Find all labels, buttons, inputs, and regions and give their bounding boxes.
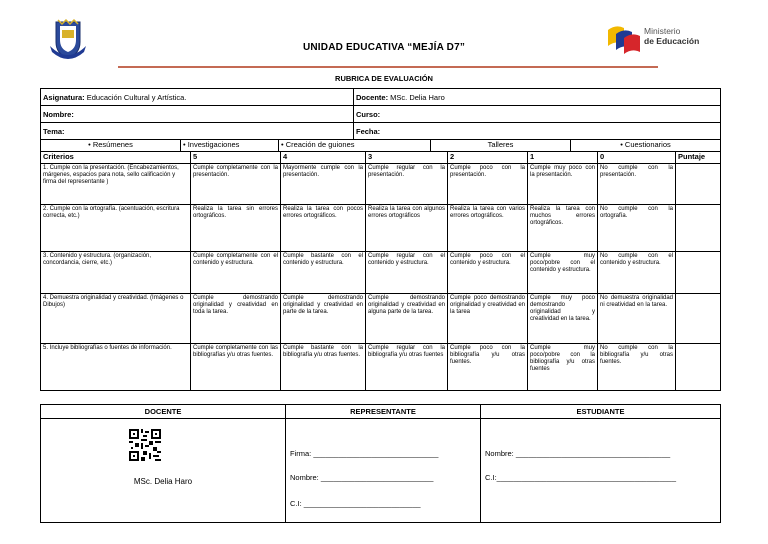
score-2-cell: Cumple poco demostrando originalidad y creatividad en la tarea xyxy=(448,293,528,343)
score-2-cell: Cumple poco con el contenido y estructura. xyxy=(448,251,528,293)
score-3-cell: Cumple regular con la presentación. xyxy=(366,163,448,204)
score-2-cell: Cumple poco con la presentación. xyxy=(448,163,528,204)
puntaje-cell[interactable] xyxy=(676,343,721,390)
criterion-cell: 2. Cumple con la ortografía. (acentuación, escritura correcta, etc.) xyxy=(41,204,191,251)
table-row xyxy=(41,343,721,390)
header-criterios: Criterios xyxy=(41,151,191,163)
header-0: 0 xyxy=(598,151,676,163)
representante-signature-cell xyxy=(286,419,481,523)
option-creacion-guiones[interactable]: • Creación de guiones xyxy=(279,139,431,151)
criterion-cell: 4. Demuestra originalidad y creatividad. (Imágenes o Dibujos) xyxy=(41,293,191,343)
docente-value: MSc. Delia Haro xyxy=(388,92,445,102)
docente-label: Docente: xyxy=(356,92,389,102)
tema-cell[interactable] xyxy=(41,123,354,140)
score-4-cell: Cumple demostrando originalidad y creatividad en parte de la tarea. xyxy=(281,293,366,343)
table-row xyxy=(41,204,721,251)
score-3-cell: Cumple regular con el contenido y estructura. xyxy=(366,251,448,293)
score-1-cell: Realiza la tarea con muchos errores ortográficos. xyxy=(528,204,598,251)
docente-cell xyxy=(354,89,721,106)
table-row xyxy=(41,293,721,343)
nombre-label: Nombre: xyxy=(43,109,74,119)
school-crest-logo xyxy=(48,18,88,62)
score-4-cell: Realiza la tarea con pocos errores ortográficos. xyxy=(281,204,366,251)
page-title: UNIDAD EDUCATIVA “MEJÍA D7” xyxy=(302,42,466,53)
curso-cell[interactable] xyxy=(354,106,721,123)
document-header xyxy=(0,0,768,72)
table-row xyxy=(41,163,721,204)
qr-code-icon xyxy=(129,429,161,461)
criterion-cell: 5. Incluye bibliografías o fuentes de información. xyxy=(41,343,191,390)
asignatura-cell xyxy=(41,89,354,106)
puntaje-cell[interactable] xyxy=(676,204,721,251)
docente-signature-cell xyxy=(41,419,286,523)
header-5: 5 xyxy=(191,151,281,163)
puntaje-cell[interactable] xyxy=(676,293,721,343)
asignatura-label: Asignatura: xyxy=(43,92,85,102)
score-0-cell: No cumple con la ortografía. xyxy=(598,204,676,251)
representante-header: REPRESENTANTE xyxy=(286,405,481,419)
criterion-cell: 3. Contenido y estructura. (organización, concordancia, cierre, etc.) xyxy=(41,251,191,293)
puntaje-cell[interactable] xyxy=(676,163,721,204)
score-3-cell: Realiza la tarea con algunos errores ortográficos xyxy=(366,204,448,251)
fecha-cell[interactable] xyxy=(354,123,721,140)
option-investigaciones[interactable]: • Investigaciones xyxy=(181,139,279,151)
table-row xyxy=(41,251,721,293)
estudiante-signature-cell xyxy=(481,419,721,523)
task-type-options xyxy=(40,139,721,152)
header-2: 2 xyxy=(448,151,528,163)
score-1-cell: Cumple muy poco demostrando originalidad y creatividad en la tarea. xyxy=(528,293,598,343)
header-3: 3 xyxy=(366,151,448,163)
score-5-cell: Cumple completamente con la presentación. xyxy=(191,163,281,204)
score-4-cell: Mayormente cumple con la presentación. xyxy=(281,163,366,204)
score-3-cell: Cumple demostrando originalidad y creatividad en alguna parte de la tarea. xyxy=(366,293,448,343)
curso-label: Curso: xyxy=(356,109,381,119)
rubric-title: RUBRICA DE EVALUACIÓN xyxy=(335,74,433,83)
nombre-cell[interactable] xyxy=(41,106,354,123)
score-4-cell: Cumple bastante con la bibliografía y/u otras fuentes. xyxy=(281,343,366,390)
rubric-table xyxy=(40,151,721,391)
header-1: 1 xyxy=(528,151,598,163)
header-puntaje: Puntaje xyxy=(676,151,721,163)
firma-field[interactable]: Firma: ______________________________ xyxy=(290,449,439,458)
puntaje-cell[interactable] xyxy=(676,251,721,293)
info-table xyxy=(40,88,721,140)
score-2-cell: Realiza la tarea con varios errores ortográficos. xyxy=(448,204,528,251)
signature-table xyxy=(40,404,721,523)
ministry-flag-icon xyxy=(606,22,642,56)
representante-ci-field[interactable]: C.I: ____________________________ xyxy=(290,499,421,508)
score-4-cell: Cumple bastante con el contenido y estructura. xyxy=(281,251,366,293)
estudiante-ci-field[interactable]: C.I:___________________________________________ xyxy=(485,473,677,482)
option-cuestionarios[interactable]: • Cuestionarios xyxy=(571,139,721,151)
ministry-logo xyxy=(606,22,716,58)
header-4: 4 xyxy=(281,151,366,163)
score-5-cell: Cumple completamente con el contenido y estructura. xyxy=(191,251,281,293)
asignatura-value: Educación Cultural y Artística. xyxy=(84,92,187,102)
estudiante-nombre-field[interactable]: Nombre: _____________________________________ xyxy=(485,449,671,458)
docente-name: MSc. Delia Haro xyxy=(133,477,193,486)
score-5-cell: Cumple completamente con las bibliografías y/u otras fuentes. xyxy=(191,343,281,390)
ministry-line1: Ministerio xyxy=(644,26,681,36)
score-0-cell: No cumple con la presentación. xyxy=(598,163,676,204)
score-3-cell: Cumple regular con la bibliografía y/u otras fuentes xyxy=(366,343,448,390)
ministry-line2: de Educación xyxy=(644,36,700,46)
score-1-cell: Cumple muy poco/pobre con el contenido y estructura. xyxy=(528,251,598,293)
tema-label: Tema: xyxy=(43,126,65,136)
score-5-cell: Realiza la tarea sin errores ortográficos. xyxy=(191,204,281,251)
score-1-cell: Cumple muy poco con la presentación. xyxy=(528,163,598,204)
score-0-cell: No cumple con la bibliografía y/u otras fuentes. xyxy=(598,343,676,390)
score-0-cell: No cumple con el contenido y estructura. xyxy=(598,251,676,293)
option-resumenes[interactable]: • Resúmenes xyxy=(41,139,181,151)
fecha-label: Fecha: xyxy=(356,126,381,136)
representante-nombre-field[interactable]: Nombre: ___________________________ xyxy=(290,473,434,482)
score-5-cell: Cumple demostrando originalidad y creatividad en toda la tarea. xyxy=(191,293,281,343)
docente-header: DOCENTE xyxy=(41,405,286,419)
score-2-cell: Cumple poco con la bibliografía y/u otras fuentes. xyxy=(448,343,528,390)
score-0-cell: No demuestra originalidad ni creatividad en la tarea. xyxy=(598,293,676,343)
option-talleres[interactable]: Talleres xyxy=(431,139,571,151)
score-1-cell: Cumple muy poco/pobre con la bibliografía y/u otras fuentes xyxy=(528,343,598,390)
estudiante-header: ESTUDIANTE xyxy=(481,405,721,419)
criterion-cell: 1. Cumple con la presentación. (Encabezamientos, márgenes, espacios para nota, sello calificación y firma del representante ) xyxy=(41,163,191,204)
header-divider xyxy=(118,66,658,68)
